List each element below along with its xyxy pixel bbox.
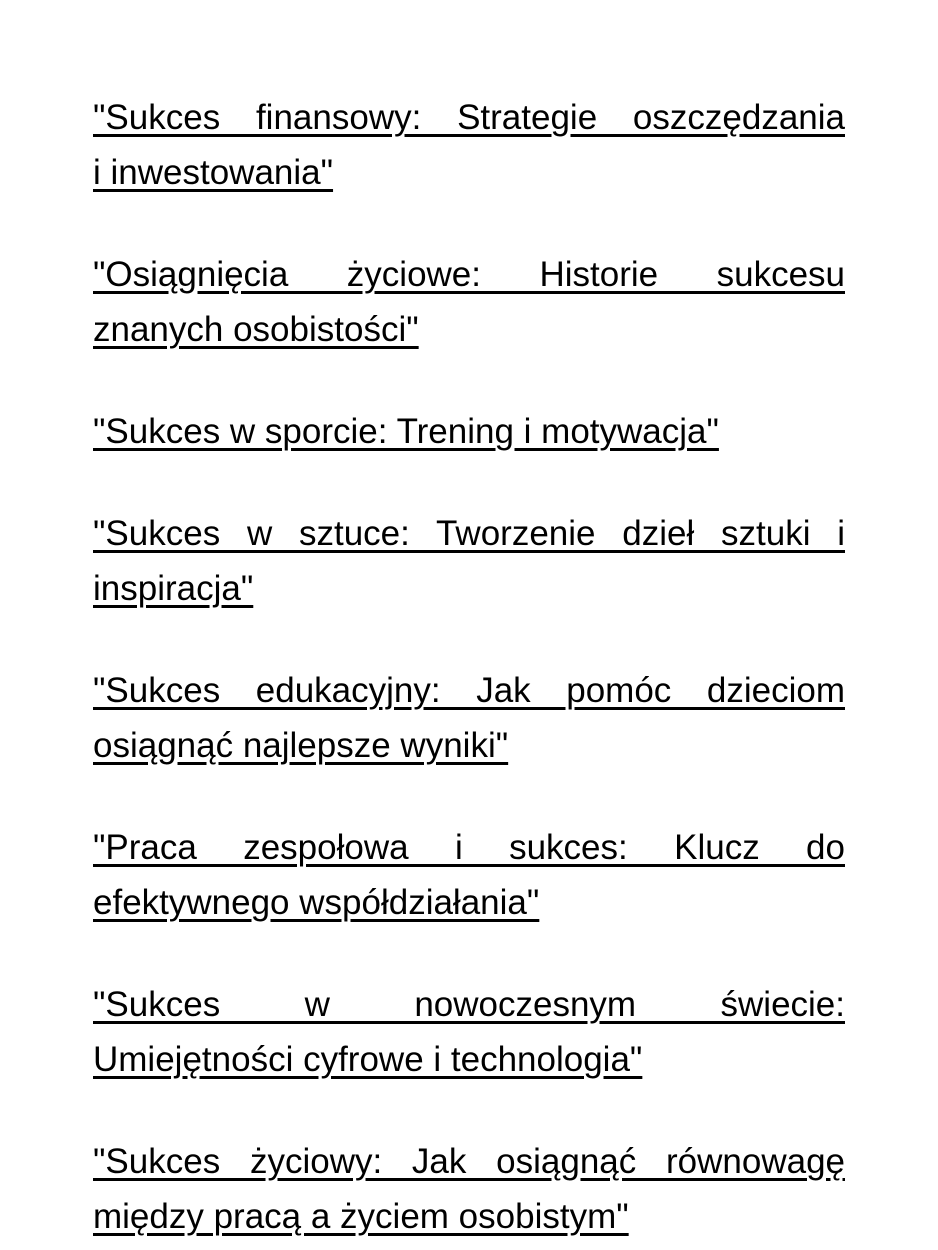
link-line: "Osiągnięcia życiowe: Historie sukcesu [93, 255, 845, 294]
link-line: i inwestowania" [93, 153, 334, 192]
link-line: Umiejętności cyfrowe i technologia" [93, 1040, 643, 1079]
article-link-7[interactable] [93, 977, 845, 1087]
link-line: "Sukces finansowy: Strategie oszczędzania [93, 98, 845, 137]
link-line: "Sukces edukacyjny: Jak pomóc dzieciom [93, 671, 845, 710]
link-line: znanych osobistości" [93, 310, 419, 349]
link-line: "Sukces życiowy: Jak osiągnąć równowagę [93, 1142, 845, 1181]
article-link-1[interactable] [93, 90, 845, 200]
article-link-6[interactable] [93, 820, 845, 930]
article-link-8[interactable] [93, 1134, 845, 1244]
link-line: "Sukces w sztuce: Tworzenie dzieł sztuki i [93, 514, 845, 553]
article-link-4[interactable] [93, 506, 845, 616]
article-link-2[interactable] [93, 247, 845, 357]
article-link-3[interactable] [93, 404, 845, 459]
link-line: "Praca zespołowa i sukces: Klucz do [93, 828, 845, 867]
link-line: inspiracja" [93, 569, 254, 608]
link-line: między pracą a życiem osobistym" [93, 1197, 629, 1236]
link-line: efektywnego współdziałania" [93, 883, 540, 922]
link-line: "Sukces w sporcie: Trening i motywacja" [93, 412, 719, 451]
article-link-5[interactable] [93, 663, 845, 773]
link-line: osiągnąć najlepsze wyniki" [93, 726, 509, 765]
link-list [93, 0, 845, 1244]
link-line: "Sukces w nowoczesnym świecie: [93, 985, 845, 1024]
